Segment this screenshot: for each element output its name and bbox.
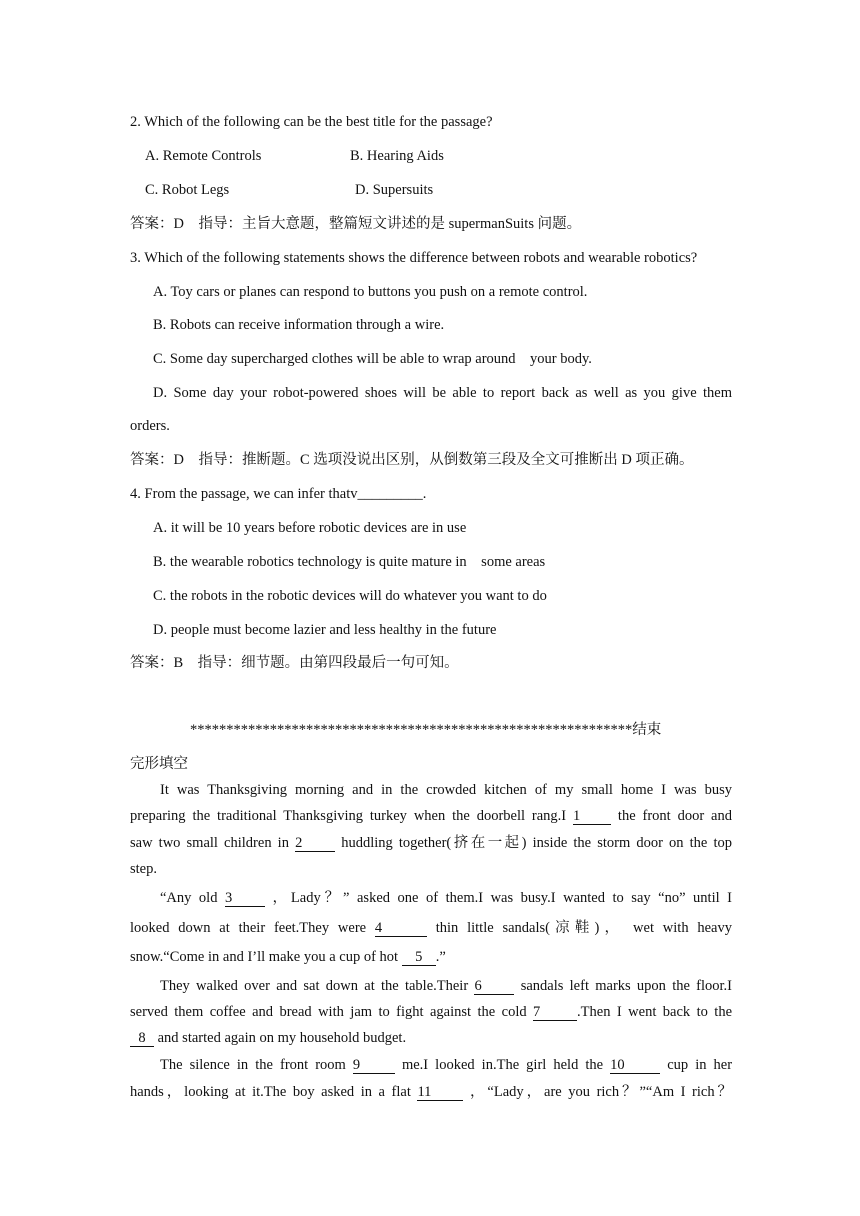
q4-answer: 答案：B 指导：细节题。由第四段最后一句可知。 <box>130 655 459 671</box>
blank-4: 4 <box>375 920 427 937</box>
q2-stem: 2. Which of the following can be the best title for the passage? <box>130 114 493 130</box>
text-run: The silence in the front room <box>160 1057 346 1073</box>
text-run: hands，looking at it.The boy asked in a flat <box>130 1084 411 1100</box>
blank-8: 8 <box>130 1030 154 1047</box>
blank-6: 6 <box>474 978 514 995</box>
q2-answer: 答案：D 指导：主旨大意题，整篇短文讲述的是 supermanSuits 问题。 <box>130 216 582 232</box>
q2-option-d: D. Supersuits <box>355 182 434 198</box>
text-run: preparing the traditional Thanksgiving turkey when the doorbell rang.I <box>130 808 567 824</box>
cloze-p2-line1 <box>160 888 732 908</box>
q4-option-b: B. the wearable robotics technology is quite mature in some areas <box>153 554 546 570</box>
cloze-p4-line1 <box>160 1055 732 1075</box>
cloze-p1-line2 <box>130 806 732 826</box>
q4-option-a: A. it will be 10 years before robotic devices are in use <box>153 520 467 536</box>
blank-7: 7 <box>533 1004 577 1021</box>
q3-option-d: D. Some day your robot-powered shoes will be able to report back as well as you give them <box>153 385 732 401</box>
text-run: snow.“Come in and I’ll make you a cup of hot <box>130 949 399 965</box>
q3-option-d-cont: orders. <box>130 418 170 434</box>
q3-stem: 3. Which of the following statements shows the difference between robots and wearable robotics? <box>130 250 698 266</box>
cloze-p3-line1 <box>160 976 732 996</box>
q3-option-c: C. Some day supercharged clothes will be able to wrap around your body. <box>153 351 592 367</box>
text-run: thin little sandals(凉鞋)， wet with heavy <box>435 920 732 936</box>
cloze-p2-line2 <box>130 918 732 938</box>
blank-10: 10 <box>610 1057 660 1074</box>
cloze-p3-line3 <box>130 1028 406 1048</box>
q2-option-c: C. Robot Legs <box>145 182 230 198</box>
text-run: ，“Lady，are you rich？”“Am I rich？ <box>470 1084 733 1100</box>
blank-3: 3 <box>225 890 265 907</box>
cloze-heading: 完形填空 <box>130 756 188 772</box>
text-run: sandals left marks upon the floor.I <box>520 978 733 994</box>
q3-answer: 答案：D 指导：推断题。C 选项没说出区别，从倒数第三段及全文可推断出 D 项正确。 <box>130 452 694 468</box>
q4-stem: 4. From the passage, we can infer thatv_________. <box>130 486 427 502</box>
text-run: the front door and <box>617 808 732 824</box>
q2-option-a: A. Remote Controls <box>145 148 262 164</box>
text-run: huddling together(挤在一起) inside the storm door on the top <box>341 835 733 851</box>
blank-9: 9 <box>353 1057 395 1074</box>
blank-11: 11 <box>417 1084 463 1101</box>
text-run: .” <box>435 949 446 965</box>
text-run: served them coffee and bread with jam to fight against the cold <box>130 1004 527 1020</box>
cloze-p1-line3 <box>130 833 732 853</box>
text-run: me.I looked in.The girl held the <box>401 1057 604 1073</box>
q4-option-d: D. people must become lazier and less healthy in the future <box>153 622 497 638</box>
cloze-p3-line2 <box>130 1002 732 1022</box>
text-run: “Any old <box>160 890 218 906</box>
cloze-p1-line1: It was Thanksgiving morning and in the crowded kitchen of my small home I was busy <box>160 782 732 798</box>
text-run: .Then I went back to the <box>577 1004 732 1020</box>
text-run: looked down at their feet.They were <box>130 920 367 936</box>
cloze-p4-line2 <box>130 1082 732 1102</box>
q3-option-b: B. Robots can receive information through a wire. <box>153 317 445 333</box>
q4-option-c: C. the robots in the robotic devices will do whatever you want to do <box>153 588 547 604</box>
q2-option-b: B. Hearing Aids <box>350 148 444 164</box>
q3-option-a: A. Toy cars or planes can respond to buttons you push on a remote control. <box>153 284 588 300</box>
text-run: They walked over and sat down at the table.Their <box>160 978 469 994</box>
blank-5: 5 <box>402 949 436 966</box>
cloze-p2-line3 <box>130 947 446 967</box>
blank-1: 1 <box>573 808 611 825</box>
text-run: ，Lady？” asked one of them.I was busy.I wanted to say “no” until I <box>272 890 732 906</box>
text-run: and started again on my household budget. <box>157 1030 407 1046</box>
text-run: saw two small children in <box>130 835 289 851</box>
text-run: cup in her <box>667 1057 733 1073</box>
cloze-p1-line4: step. <box>130 861 157 877</box>
blank-2: 2 <box>295 835 335 852</box>
section-divider: *************************************************************结束 <box>190 722 662 738</box>
